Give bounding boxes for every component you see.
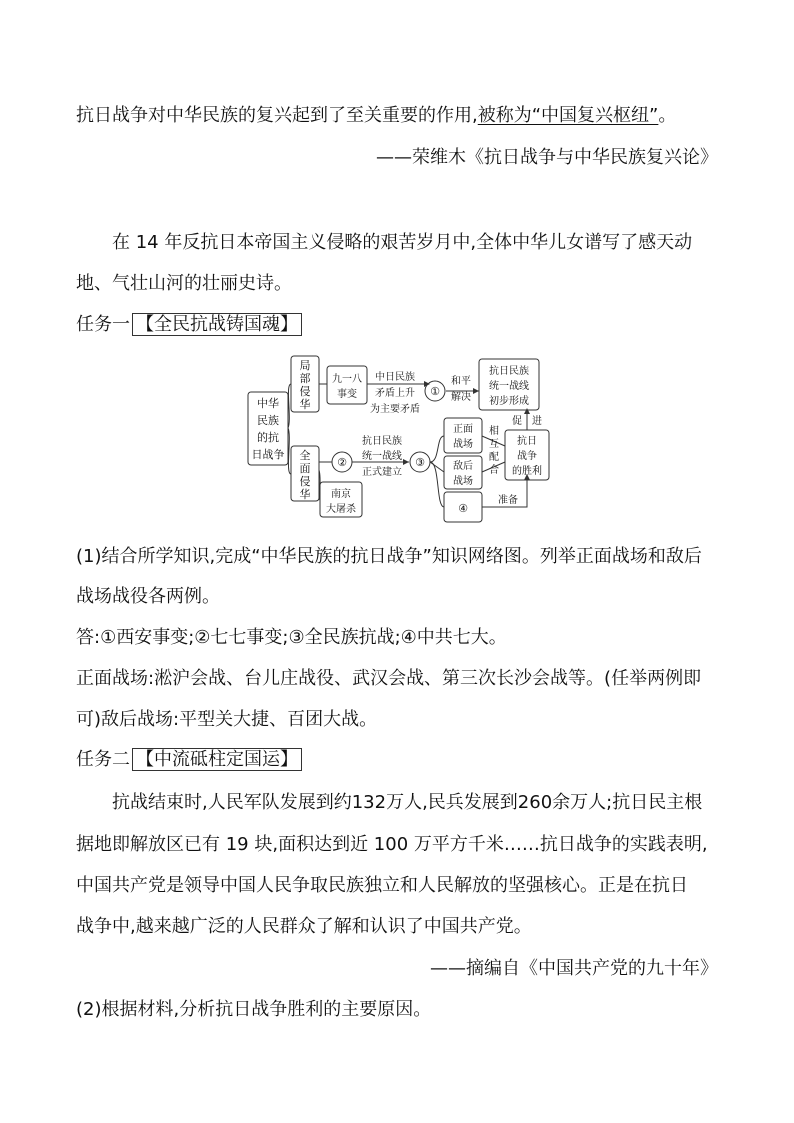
mutual-char2: 互 — [489, 439, 499, 450]
material2-line2: 据地即解放区已有 19 块,面积达到近 100 万平方千米……抗日战争的实践表明, — [76, 834, 708, 855]
front-formal-line2: 统一战线 — [362, 451, 402, 462]
q2-line1: (2)根据材料,分析抗日战争胜利的主要原因。 — [76, 999, 432, 1020]
partial-char4: 华 — [299, 398, 311, 411]
full-char1: 全 — [299, 449, 311, 462]
circle3-label: ③ — [415, 456, 425, 469]
victory-line2: 战争 — [517, 451, 537, 462]
sept18-line1: 九一八 — [332, 374, 362, 385]
quote1-end: 。 — [658, 105, 677, 126]
quote1-underlined: 被称为“中国复兴枢纽” — [477, 105, 659, 126]
task1-heading: 【全民抗战铸国魂】 — [132, 313, 302, 336]
contradiction-line2: 矛盾上升 — [375, 388, 415, 399]
mutual-char3: 配 — [489, 452, 499, 463]
circle4-label: ④ — [458, 502, 468, 515]
center-line1: 中华 — [257, 397, 279, 410]
center-line4: 日战争 — [251, 448, 285, 461]
promote-char1: 促 — [512, 416, 522, 427]
partial-char2: 部 — [299, 372, 311, 385]
contradiction-line1: 中日民族 — [375, 372, 415, 383]
task1-prefix: 任务一 — [76, 314, 130, 335]
full-char2: 面 — [299, 462, 311, 475]
partial-char3: 侵 — [299, 385, 311, 398]
sept18-line2: 事变 — [337, 389, 357, 400]
quote1-source: ——荣维木《抗日战争与中华民族复兴论》 — [376, 147, 718, 168]
a1-line3: 可)敌后战场:平型关大捷、百团大战。 — [76, 709, 378, 730]
material2-source: ——摘编自《中国共产党的九十年》 — [430, 958, 718, 979]
front-formal-line3: 正式建立 — [362, 467, 402, 478]
task2-title — [76, 748, 302, 772]
prepare-label: 准备 — [498, 495, 518, 506]
task2-prefix: 任务二 — [76, 749, 130, 770]
victory-line3: 的胜利 — [512, 466, 542, 477]
material2-line1: 抗战结束时,人民军队发展到约132万人,民兵发展到260余万人;抗日民主根 — [112, 792, 703, 813]
victory-line1: 抗日 — [517, 436, 537, 447]
mutual-char1: 相 — [489, 426, 499, 437]
peace-line2: 解决 — [451, 392, 471, 403]
center-line3: 的抗 — [257, 431, 279, 444]
full-char3: 侵 — [299, 475, 311, 488]
circle1-label: ① — [430, 385, 440, 398]
intro-line1: 在 14 年反抗日本帝国主义侵略的艰苦岁月中,全体中华儿女谱写了感天动 — [112, 232, 693, 253]
contradiction-line3: 为主要矛盾 — [370, 404, 420, 415]
front-formal-line1: 抗日民族 — [362, 436, 402, 447]
knowledge-network-diagram — [0, 0, 794, 560]
partial-char1: 局 — [299, 359, 311, 372]
front-initial-line1: 抗日民族 — [489, 366, 529, 377]
circle2-label: ② — [337, 456, 347, 469]
material2-line3: 中国共产党是领导中国人民争取民族独立和人民解放的坚强核心。正是在抗日 — [76, 875, 688, 896]
promote-char2: 进 — [532, 416, 542, 427]
q1-line1: (1)结合所学知识,完成“中华民族的抗日战争”知识网络图。列举正面战场和敌后 — [76, 546, 702, 567]
quote1-text: 抗日战争对中华民族的复兴起到了至关重要的作用, — [76, 105, 478, 126]
front-initial-line2: 统一战线 — [489, 381, 529, 392]
a1-line1: 答:①西安事变;②七七事变;③全民族抗战;④中共七大。 — [76, 627, 507, 648]
nanjing-line1: 南京 — [331, 489, 351, 500]
dihou-line1: 敌后 — [453, 461, 473, 472]
full-char4: 华 — [299, 488, 311, 501]
mutual-char4: 合 — [489, 465, 499, 476]
a1-line2: 正面战场:淞沪会战、台儿庄战役、武汉会战、第三次长沙会战等。(任举两例即 — [76, 668, 702, 689]
dihou-line2: 战场 — [453, 476, 473, 487]
zhengmian-line1: 正面 — [453, 424, 473, 435]
peace-line1: 和平 — [451, 376, 471, 387]
task2-heading: 【中流砥柱定国运】 — [132, 748, 302, 771]
zhengmian-line2: 战场 — [453, 439, 473, 450]
nanjing-line2: 大屠杀 — [326, 504, 356, 515]
center-line2: 民族 — [257, 414, 279, 427]
front-initial-line3: 初步形成 — [489, 396, 529, 407]
material2-line4: 战争中,越来越广泛的人民群众了解和认识了中国共产党。 — [76, 916, 532, 937]
q1-line2: 战场战役各两例。 — [76, 586, 220, 607]
intro-line2: 地、气壮山河的壮丽史诗。 — [76, 273, 292, 294]
